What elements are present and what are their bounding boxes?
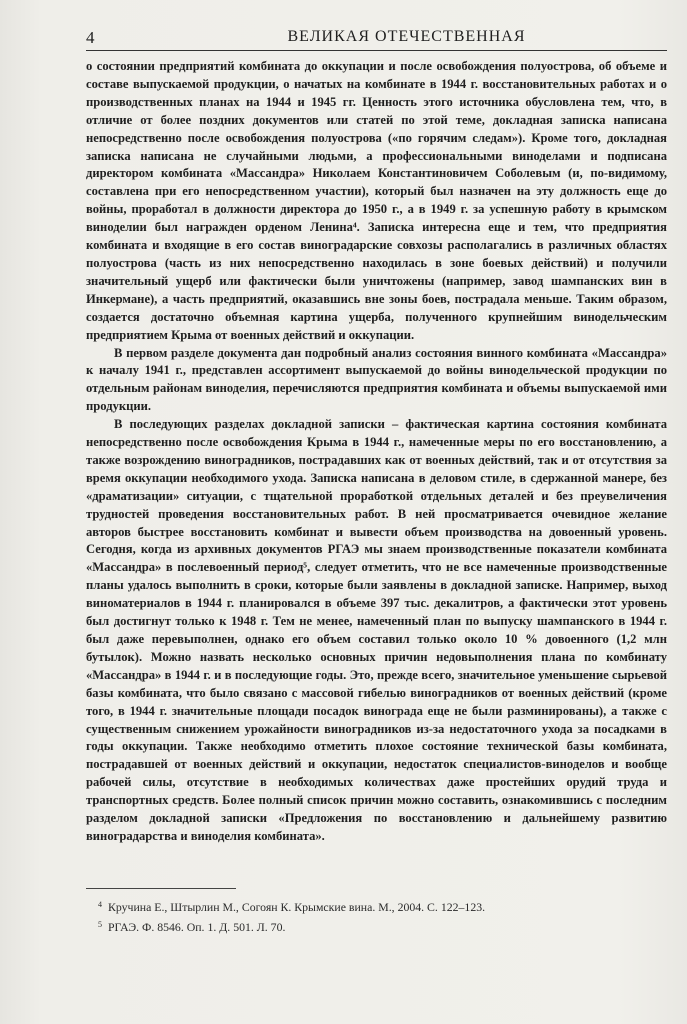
- footnote-mark: 4: [98, 900, 102, 909]
- footnote: [86, 897, 667, 917]
- footnote-mark: 5: [98, 920, 102, 929]
- main-text: [86, 58, 667, 846]
- page-header: [86, 28, 667, 51]
- footnotes: [86, 897, 667, 937]
- paragraph: В последующих разделах докладной записки – фактическая картина состояния комбината непосредственно после освобождения Крыма в 1944 г., намеченные меры по его восстановлению, а также возрождению виноградников, пострадавших как от военных действий, так и от отсутствия за время оккупации необходимого ухода. Записка написана в деловом стиле, в сдержанной манере, без «драматизации» ситуации, с тщательной проработкой отдельных деталей и без преувеличения трудностей проведения восстановительных работ. В ней просматривается очевидное желание авторов быстрее восстановить комбинат и вывести объем производства на довоенный уровень. Сегодня, когда из архивных документов РГАЭ мы знаем производственные показатели комбината «Массандра» в послевоенный период⁵, следует отметить, что не все намеченные производственные планы удалось выполнить в сроки, которые были заявлены в докладной записке. Например, выход виноматериалов в 1944 г. планировался в объеме 397 тыс. декалитров, а фактически этот уровень был достигнут только к 1948 г. Тем не менее, намеченный план по выпуску шампанского в 1944 г. был даже перевыполнен, однако его объем составил только около 10 % довоенного (1,2 млн бутылок). Можно назвать несколько основных причин недовыполнения плана по комбинату «Массандра» в 1944 г. и в последующие годы. Это, прежде всего, значительное уменьшение сырьевой базы комбината, что было связано с массовой гибелью виноградников от военных действий (кроме того, в 1944 г. значительные площади посадок винограда еще не были разминированы), а также с существенным снижением урожайности виноградников из-за недостаточного ухода за посадками в годы оккупации. Также необходимо отметить плохое состояние технической базы комбината, пострадавшей от военных действий и оккупации, недостаток специалистов-виноделов и вообще рабочей силы, отсутствие в необходимых количествах даже простейших орудий труда и транспортных средств. Более полный список причин можно составить, ознакомившись с последним разделом докладной записки «Предложения по восстановлению и дальнейшему развитию виноградарства и виноделия комбината».: [86, 417, 667, 843]
- footnote-text: Кручина Е., Штырлин М., Согоян К. Крымские вина. М., 2004. С. 122–123.: [108, 900, 486, 914]
- running-title: ВЕЛИКАЯ ОТЕЧЕСТВЕННАЯ: [287, 28, 526, 45]
- footnote-text: РГАЭ. Ф. 8546. Оп. 1. Д. 501. Л. 70.: [108, 920, 286, 934]
- footnote: [86, 917, 667, 937]
- page-number: 4: [86, 28, 95, 47]
- paragraph: о состоянии предприятий комбината до оккупации и после освобождения полуострова, об объеме и составе выпускаемой продукции, о начатых на комбинате в 1944 г. восстановительных работах и о производственных планах на 1944 и 1945 гг. Ценность этого источника обусловлена тем, что, в отличие от более поздних документов или статей по этой теме, докладная записка написана непосредственно после освобождения полуострова («по горячим следам»). Кроме того, докладная записка написана не случайными людьми, а профессиональными виноделами и подписана директором комбината «Массандра» Николаем Константиновичем Соболевым (и, по-видимому, составлена при его непосредственном участии), который был назначен на эту должность еще до войны, проработал в должности директора до 1950 г., а в 1949 г. за успешную работу в крымском виноделии был награжден орденом Ленина⁴. Записка интересна еще и тем, что предприятия комбината и входящие в его состав виноградарские совхозы располагались в различных областях полуострова (часть из них непосредственно находилась в зоне боевых действий) и получили значительный ущерб или фактически были уничтожены (например, завод шампанских вин в Инкермане), а часть предприятий, оказавшись вне зоны боев, пострадала меньше. Таким образом, создается достаточно объемная картина ущерба, полученного крупнейшим винодельческим предприятием Крыма от военных действий и оккупации.: [86, 59, 667, 342]
- footnote-divider: [86, 888, 236, 889]
- paragraph: В первом разделе документа дан подробный анализ состояния винного комбината «Массандра» к началу 1941 г., представлен ассортимент выпускаемой до войны винодельческой продукции по отдельным районам виноделия, перечисляются предприятия комбината и объемы выпускаемой ими продукции.: [86, 345, 667, 414]
